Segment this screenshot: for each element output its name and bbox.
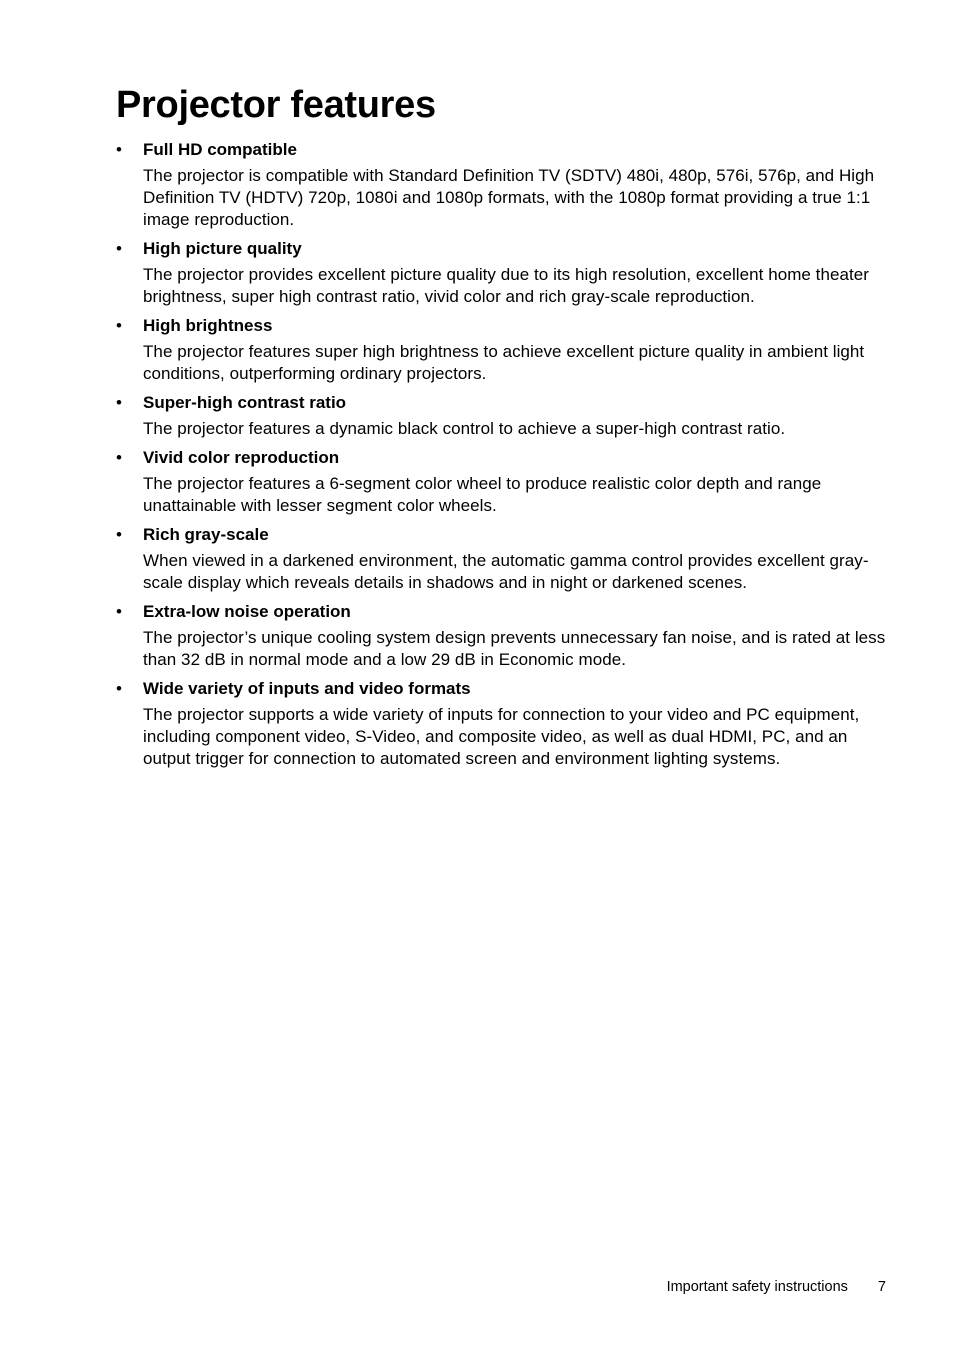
- feature-description: The projector’s unique cooling system design prevents unnecessary fan noise, and is rated at less than 32 dB in normal mode and a low 29 dB in Economic mode.: [143, 628, 886, 669]
- bullet-icon: •: [116, 140, 122, 159]
- feature-description: When viewed in a darkened environment, the automatic gamma control provides excellent gray-scale display which reveals details in shadows and in night or darkened scenes.: [143, 551, 869, 592]
- feature-heading: High brightness: [143, 316, 273, 335]
- feature-item: [116, 314, 888, 385]
- bullet-icon: •: [116, 602, 122, 621]
- feature-description: The projector supports a wide variety of inputs for connection to your video and PC equipment, including component video, S-Video, and composite video, as well as dual HDMI, PC, and an output trigger for connection to automated screen and environment lighting systems.: [143, 705, 860, 768]
- feature-heading: Full HD compatible: [143, 140, 297, 159]
- bullet-icon: •: [116, 316, 122, 335]
- page-title: Projector features: [116, 84, 436, 126]
- bullet-icon: •: [116, 525, 122, 544]
- feature-description: The projector features super high brightness to achieve excellent picture quality in ambient light conditions, outperforming ordinary projectors.: [143, 342, 865, 383]
- feature-heading: Super-high contrast ratio: [143, 393, 347, 412]
- feature-heading: Vivid color reproduction: [143, 448, 340, 467]
- feature-description: The projector provides excellent picture quality due to its high resolution, excellent home theater brightness, super high contrast ratio, vivid color and rich gray-scale reproduction.: [143, 265, 869, 306]
- feature-item: [116, 446, 888, 517]
- bullet-icon: •: [116, 393, 122, 412]
- feature-heading: Wide variety of inputs and video formats: [143, 679, 471, 698]
- feature-heading: Extra-low noise operation: [143, 602, 351, 621]
- bullet-icon: •: [116, 239, 122, 258]
- feature-item: [116, 237, 888, 308]
- feature-item: [116, 138, 888, 231]
- bullet-icon: •: [116, 679, 122, 698]
- feature-item: [116, 391, 888, 440]
- feature-item: [116, 677, 888, 770]
- feature-item: [116, 600, 888, 671]
- feature-description: The projector is compatible with Standard Definition TV (SDTV) 480i, 480p, 576i, 576p, and High Definition TV (HDTV) 720p, 1080i and 1080p formats, with the 1080p format providing a true 1:1 image reproduction.: [143, 166, 875, 229]
- feature-heading: Rich gray-scale: [143, 525, 269, 544]
- page-number: 7: [877, 1279, 886, 1295]
- feature-description: The projector features a dynamic black control to achieve a super-high contrast ratio.: [143, 419, 786, 438]
- feature-heading: High picture quality: [143, 239, 302, 258]
- feature-description: The projector features a 6-segment color wheel to produce realistic color depth and range unattainable with lesser segment color wheels.: [143, 474, 822, 515]
- footer-section-title: Important safety instructions: [666, 1279, 848, 1295]
- feature-item: [116, 523, 888, 594]
- bullet-icon: •: [116, 448, 122, 467]
- page-footer: [667, 1276, 886, 1298]
- feature-list: [116, 138, 888, 776]
